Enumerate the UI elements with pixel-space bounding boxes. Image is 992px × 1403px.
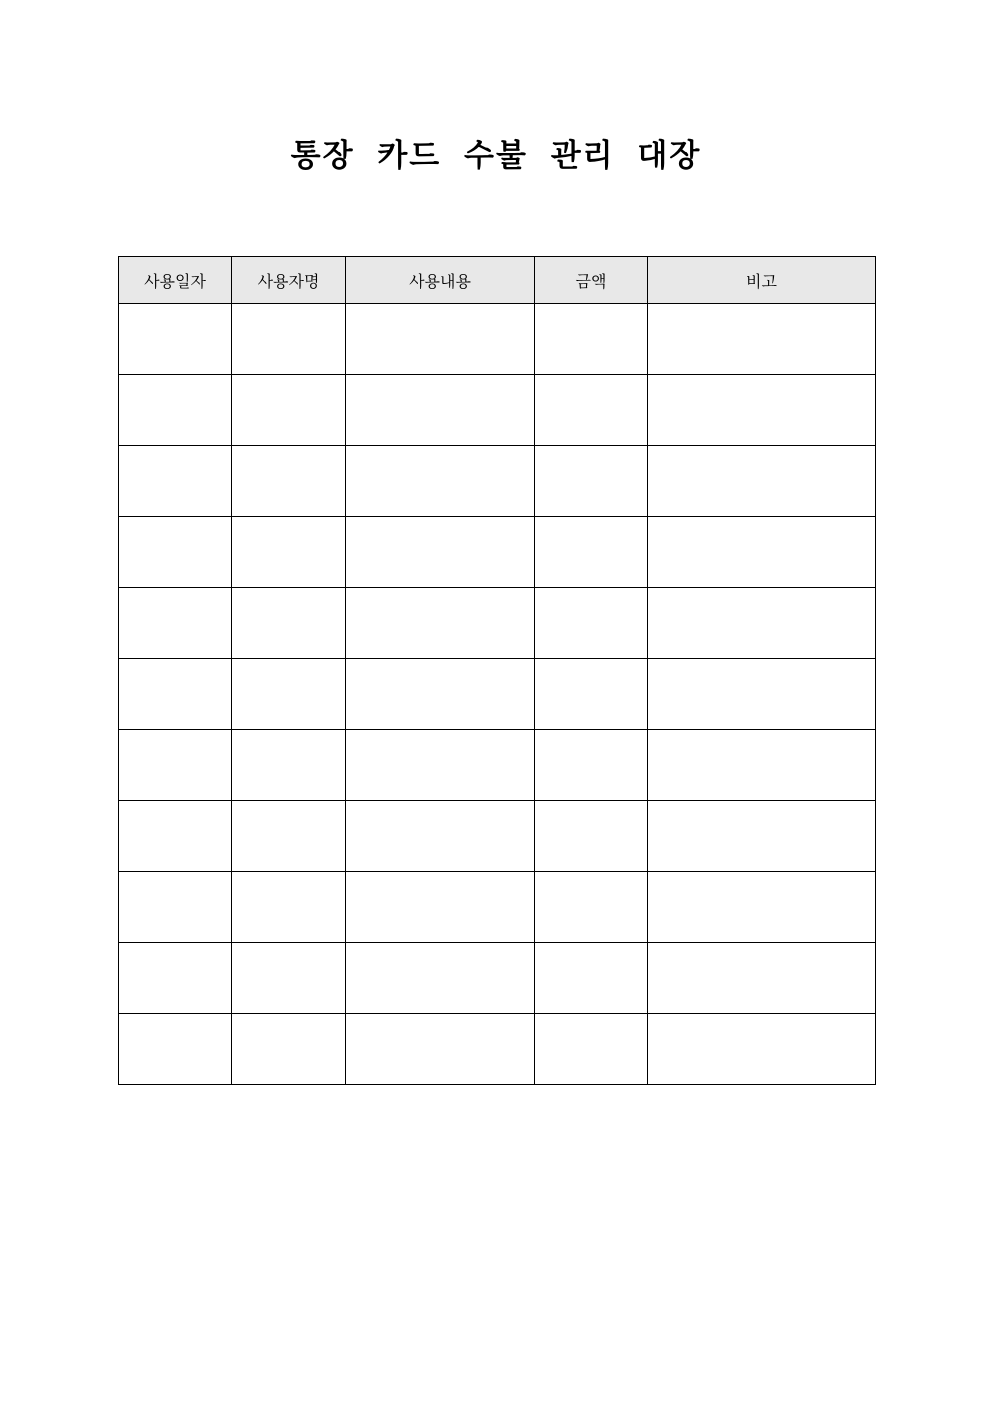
cell-date[interactable]	[119, 872, 232, 943]
cell-description[interactable]	[346, 1014, 535, 1085]
cell-description[interactable]	[346, 872, 535, 943]
cell-description[interactable]	[346, 943, 535, 1014]
table-row	[119, 375, 876, 446]
cell-remarks[interactable]	[648, 659, 876, 730]
table-row	[119, 304, 876, 375]
cell-description[interactable]	[346, 517, 535, 588]
cell-date[interactable]	[119, 517, 232, 588]
cell-amount[interactable]	[535, 943, 648, 1014]
cell-user[interactable]	[232, 1014, 346, 1085]
page-title: 통장 카드 수불 관리 대장	[290, 138, 702, 174]
cell-amount[interactable]	[535, 659, 648, 730]
cell-amount[interactable]	[535, 446, 648, 517]
cell-date[interactable]	[119, 730, 232, 801]
cell-amount[interactable]	[535, 730, 648, 801]
table-row	[119, 446, 876, 517]
cell-user[interactable]	[232, 872, 346, 943]
header-row	[119, 257, 876, 304]
cell-amount[interactable]	[535, 517, 648, 588]
cell-remarks[interactable]	[648, 375, 876, 446]
table-row	[119, 872, 876, 943]
cell-date[interactable]	[119, 446, 232, 517]
cell-amount[interactable]	[535, 375, 648, 446]
cell-amount[interactable]	[535, 872, 648, 943]
cell-user[interactable]	[232, 446, 346, 517]
table-row	[119, 1014, 876, 1085]
cell-remarks[interactable]	[648, 1014, 876, 1085]
cell-user[interactable]	[232, 588, 346, 659]
column-header-description: 사용내용	[346, 257, 535, 304]
table-row	[119, 588, 876, 659]
column-header-remarks: 비고	[648, 257, 876, 304]
table-row	[119, 730, 876, 801]
cell-date[interactable]	[119, 801, 232, 872]
column-header-user: 사용자명	[232, 257, 346, 304]
cell-remarks[interactable]	[648, 304, 876, 375]
cell-amount[interactable]	[535, 304, 648, 375]
cell-date[interactable]	[119, 588, 232, 659]
cell-description[interactable]	[346, 446, 535, 517]
cell-date[interactable]	[119, 375, 232, 446]
table-row	[119, 517, 876, 588]
cell-remarks[interactable]	[648, 588, 876, 659]
cell-description[interactable]	[346, 801, 535, 872]
cell-user[interactable]	[232, 375, 346, 446]
cell-description[interactable]	[346, 659, 535, 730]
cell-date[interactable]	[119, 304, 232, 375]
cell-remarks[interactable]	[648, 943, 876, 1014]
cell-user[interactable]	[232, 304, 346, 375]
cell-user[interactable]	[232, 801, 346, 872]
ledger-table	[118, 256, 876, 1085]
cell-description[interactable]	[346, 375, 535, 446]
cell-remarks[interactable]	[648, 801, 876, 872]
cell-remarks[interactable]	[648, 446, 876, 517]
cell-user[interactable]	[232, 517, 346, 588]
cell-remarks[interactable]	[648, 730, 876, 801]
table-body	[119, 304, 876, 1085]
cell-description[interactable]	[346, 304, 535, 375]
table-row	[119, 659, 876, 730]
cell-user[interactable]	[232, 730, 346, 801]
cell-remarks[interactable]	[648, 517, 876, 588]
cell-date[interactable]	[119, 943, 232, 1014]
cell-description[interactable]	[346, 588, 535, 659]
cell-amount[interactable]	[535, 801, 648, 872]
cell-amount[interactable]	[535, 1014, 648, 1085]
cell-amount[interactable]	[535, 588, 648, 659]
column-header-date: 사용일자	[119, 257, 232, 304]
cell-description[interactable]	[346, 730, 535, 801]
cell-date[interactable]	[119, 659, 232, 730]
cell-user[interactable]	[232, 659, 346, 730]
table-row	[119, 943, 876, 1014]
table-row	[119, 801, 876, 872]
column-header-amount: 금액	[535, 257, 648, 304]
cell-user[interactable]	[232, 943, 346, 1014]
cell-remarks[interactable]	[648, 872, 876, 943]
cell-date[interactable]	[119, 1014, 232, 1085]
